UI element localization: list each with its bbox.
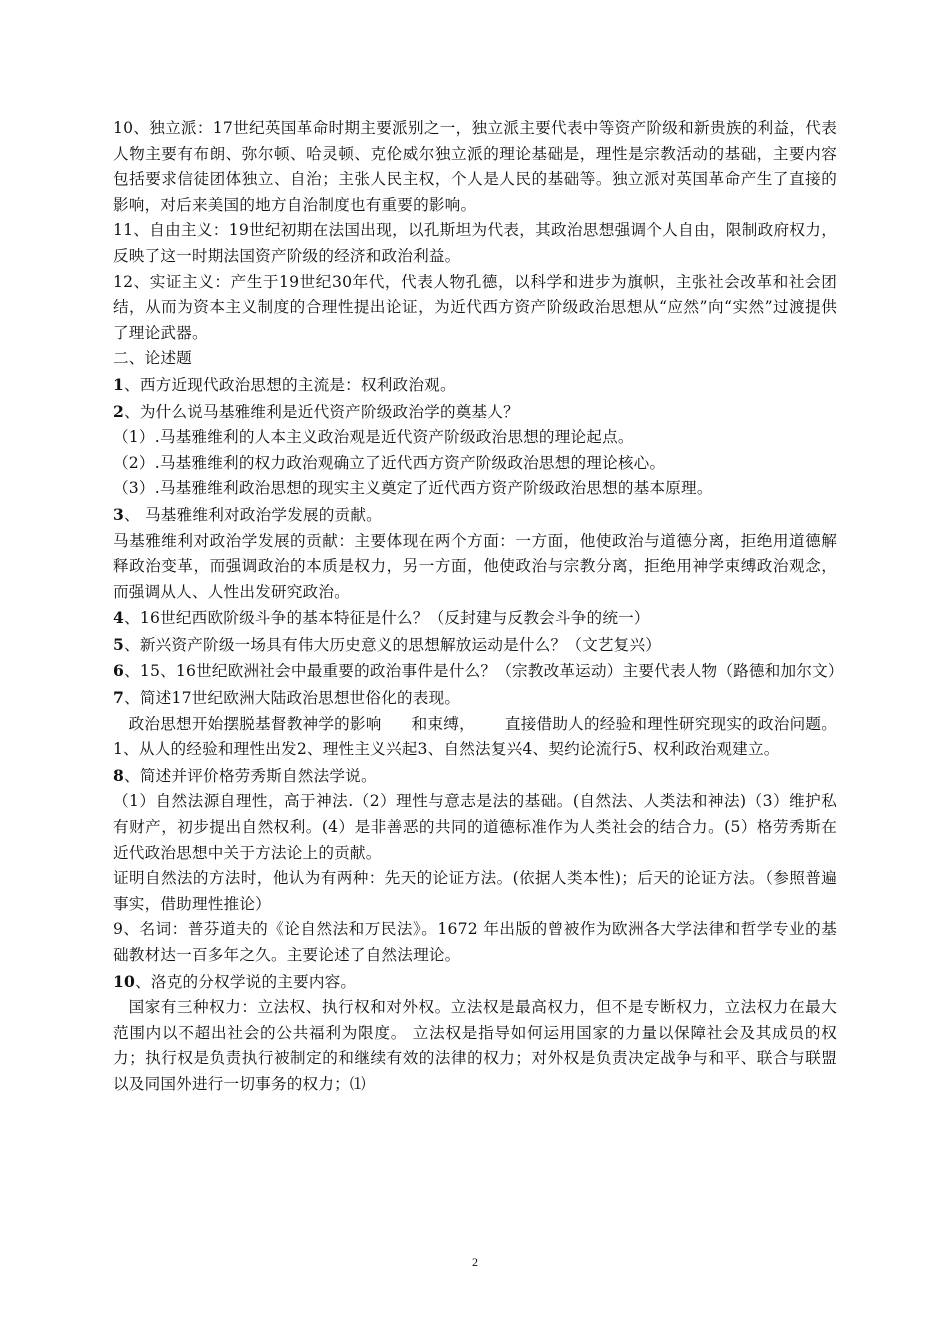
page-number: 2 [472, 1255, 478, 1269]
question-number: 5 [113, 634, 125, 654]
document-body [113, 116, 844, 1098]
question-7 [113, 685, 837, 712]
answer-7-part-1: 政治思想开始摆脱基督教神学的影响 [128, 714, 382, 733]
term-independents: 10、独立派：17世纪英国革命时期主要派别之一，独立派主要代表中等资产阶级和新贵族的利益，代表人物主要有布朗、弥尔顿、哈灵顿、克伦威尔独立派的理论基础是，理性是宗教活动的基础，主要内容包括要求信徒团体独立、自治；主张人民主权，个人是人民的基础等。独立派对英国革命产生了直接的影响，对后来美国的地方自治制度也有重要的影响。 [113, 119, 837, 214]
question-10 [113, 969, 837, 996]
question-number: 2 [113, 401, 125, 421]
answer-8-points: （1）自然法源自理性，高于神法.（2）理性与意志是法的基础。(自然法、人类法和神法)（3）维护私有财产，初步提出自然权利。(4）是非善恶的共同的道德标准作为人类社会的结合力。(5）格劳秀斯在近代政治思想中关于方法论上的贡献。 [113, 792, 837, 862]
answer-2-point-1: （1）.马基雅维利的人本主义政治观是近代资产阶级政治思想的理论起点。 [113, 428, 634, 447]
question-number: 4 [113, 608, 125, 628]
question-5 [113, 632, 837, 659]
question-6 [113, 658, 844, 685]
question-text: 、16世纪西欧阶级斗争的基本特征是什么？（反封建与反教会斗争的统一） [124, 609, 650, 628]
question-4 [113, 605, 837, 632]
question-number: 8 [113, 765, 125, 785]
answer-2-point-3: （3）.马基雅维利政治思想的现实主义奠定了近代西方资产阶级政治思想的基本原理。 [113, 479, 713, 498]
question-text: 、简述并评价格劳秀斯自然法学说。 [124, 766, 377, 785]
question-3 [113, 502, 837, 529]
question-text: 、新兴资产阶级一场具有伟大历史意义的思想解放运动是什么？（文艺复兴） [124, 635, 662, 654]
answer-8-method: 证明自然法的方法时，他认为有两种：先天的论证方法。(依据人类本性)；后天的论证方法。（参照普遍事实，借助理性推论） [113, 869, 837, 913]
answer-7-part-2: 和束缚， [411, 714, 475, 733]
question-2 [113, 399, 837, 426]
question-text: 、西方近现代政治思想的主流是：权利政治观。 [124, 375, 456, 394]
section-heading-essay: 二、论述题 [113, 349, 192, 368]
question-number: 6 [113, 661, 125, 681]
answer-3: 马基雅维利对政治学发展的贡献：主要体现在两个方面：一方面，他使政治与道德分离，拒绝用道德解释政治变革，而强调政治的本质是权力，另一方面，他使政治与宗教分离，拒绝用神学束缚政治观念，而强调从人、人性出发研究政治。 [113, 531, 837, 601]
question-number: 7 [113, 688, 125, 708]
term-positivism: 12、实证主义：产生于19世纪30年代，代表人物孔德，以科学和进步为旗帜，主张社会改革和社会团结，从而为资本主义制度的合理性提出论证，为近代西方资产阶级政治思想从“应然”向“实然”过渡提供了理论武器。 [113, 272, 837, 342]
question-9: 9、名词：普芬道夫的《论自然法和万民法》。1672 年出版的曾被作为欧洲各大学法律和哲学专业的基础教材达一百多年之久。主要论述了自然法理论。 [113, 920, 837, 964]
question-8 [113, 763, 837, 790]
answer-2-point-2: （2）.马基雅维利的权力政治观确立了近代西方资产阶级政治思想的理论核心。 [113, 453, 666, 472]
question-text: 、为什么说马基雅维利是近代资产阶级政治学的奠基人？ [124, 402, 519, 421]
answer-7-part-3: 直接借助人的经验和理性研究现实的政治问题。1、从人的经验和理性出发2、理性主义兴起3、自然法复兴4、契约论流行5、权利政治观建立。 [113, 714, 837, 759]
question-text: 、洛克的分权学说的主要内容。 [135, 972, 357, 991]
question-text: 、15、16世纪欧洲社会中最重要的政治事件是什么？（宗教改革运动）主要代表人物（路德和加尔文） [124, 662, 844, 681]
term-liberalism: 11、自由主义：19世纪初期在法国出现，以孔斯坦为代表，其政治思想强调个人自由，限制政府权力，反映了这一时期法国资产阶级的经济和政治利益。 [113, 221, 837, 265]
question-number: 3 [113, 504, 125, 524]
answer-10: 国家有三种权力：立法权、执行权和对外权。立法权是最高权力，但不是专断权力，立法权力在最大范围内以不超出社会的公共福利为限度。 立法权是指导如何运用国家的力量以保障社会及其成员的权力；执行权是负责执行被制定的和继续有效的法律的权力；对外权是负责决定战争与和平、联合与联盟以及同国外进行一切事务的权力；⑴ [113, 998, 837, 1093]
question-number: 10 [113, 971, 136, 991]
question-text: 、 马基雅维利对政治学发展的贡献。 [124, 505, 382, 524]
answer-7 [113, 712, 837, 763]
question-1 [113, 372, 837, 399]
question-text: 、简述17世纪欧洲大陆政治思想世俗化的表现。 [124, 689, 461, 708]
question-number: 1 [113, 374, 125, 394]
